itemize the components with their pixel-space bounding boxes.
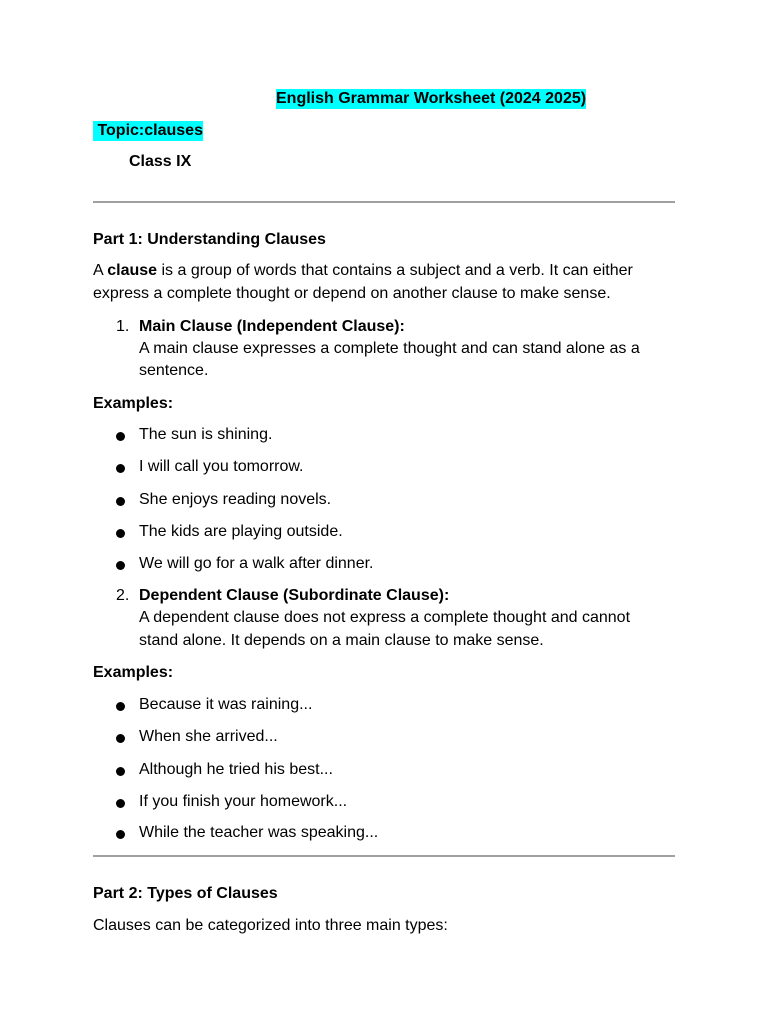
list-item: Although he tried his best...: [139, 761, 333, 778]
topic-label: Topic:clauses: [93, 122, 203, 139]
horizontal-divider: [93, 855, 675, 857]
list-item: If you finish your homework...: [139, 793, 348, 810]
bullet-icon: [116, 432, 125, 441]
dependent-clause-desc-line2: stand alone. It depends on a main clause to make sense.: [139, 632, 544, 649]
worksheet-title: English Grammar Worksheet (2024 2025): [276, 90, 587, 107]
bullet-icon: [116, 799, 125, 808]
list-item: Because it was raining...: [139, 696, 313, 713]
bullet-icon: [116, 702, 125, 711]
list-item: While the teacher was speaking...: [139, 824, 379, 841]
bullet-icon: [116, 830, 125, 839]
bullet-icon: [116, 464, 125, 473]
part2-heading: Part 2: Types of Clauses: [93, 885, 278, 902]
bullet-icon: [116, 767, 125, 776]
list-number: 2.: [116, 587, 130, 604]
examples-label: Examples:: [93, 395, 174, 412]
part1-intro-line2: express a complete thought or depend on another clause to make sense.: [93, 285, 611, 302]
list-item: I will call you tomorrow.: [139, 458, 304, 475]
intro-prefix: A: [93, 262, 108, 279]
part2-intro: Clauses can be categorized into three main types:: [93, 917, 448, 934]
part1-heading: Part 1: Understanding Clauses: [93, 231, 326, 248]
main-clause-title: Main Clause (Independent Clause):: [139, 318, 405, 335]
class-label: Class IX: [129, 153, 192, 170]
list-number: 1.: [116, 318, 130, 335]
dependent-clause-title: Dependent Clause (Subordinate Clause):: [139, 587, 450, 604]
main-clause-desc-line1: A main clause expresses a complete thought and can stand alone as a: [139, 340, 640, 357]
list-item: When she arrived...: [139, 728, 278, 745]
list-item: The sun is shining.: [139, 426, 273, 443]
list-item: We will go for a walk after dinner.: [139, 555, 374, 572]
main-clause-desc-line2: sentence.: [139, 362, 209, 379]
bullet-icon: [116, 561, 125, 570]
bullet-icon: [116, 529, 125, 538]
horizontal-divider: [93, 201, 675, 203]
bullet-icon: [116, 497, 125, 506]
clause-term: clause: [107, 262, 158, 279]
part1-intro-line1: [93, 261, 633, 281]
list-item: She enjoys reading novels.: [139, 491, 332, 508]
examples-label: Examples:: [93, 664, 174, 681]
dependent-clause-desc-line1: A dependent clause does not express a complete thought and cannot: [139, 609, 631, 626]
bullet-icon: [116, 734, 125, 743]
intro-line1-rest: is a group of words that contains a subject and a verb. It can either: [157, 262, 633, 279]
list-item: The kids are playing outside.: [139, 523, 343, 540]
